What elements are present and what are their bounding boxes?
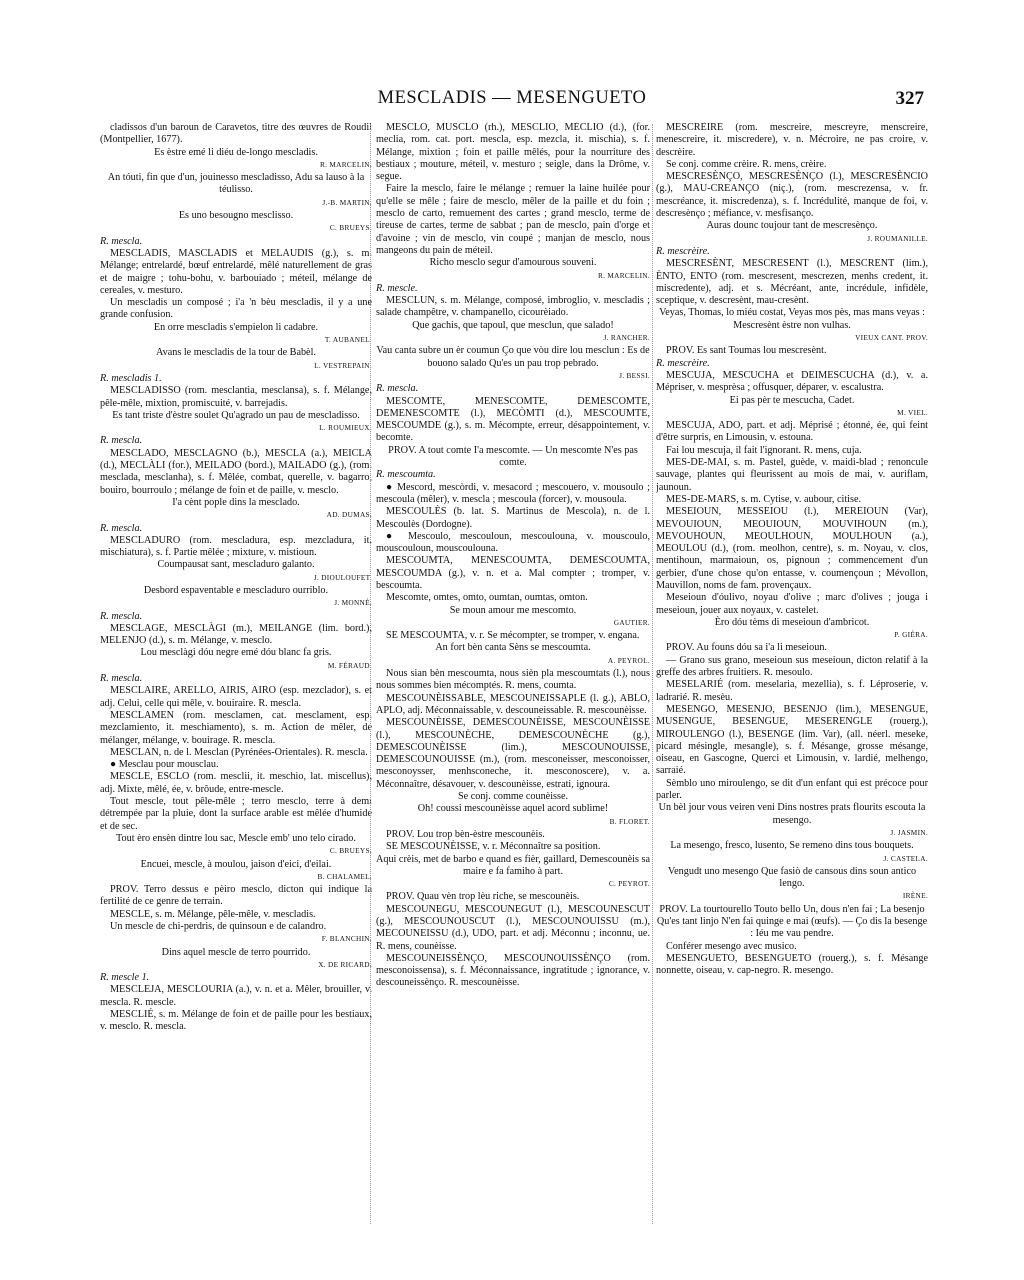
column-divider [652, 124, 653, 1224]
dictionary-entry: MESCLE, s. m. Mélange, pêle-mêle, v. mescladis. [110, 908, 316, 920]
dictionary-entry: MES-DE-MAI, s. m. Pastel, guède, v. maidi-blad ; renoncule sauvage, plantes qui fleurissent au mois de mai, v. auriflam, jaunoun. [656, 457, 928, 493]
etymology-reference: R. mescle. [376, 282, 418, 294]
citation-author: B. FLORET. [609, 816, 650, 826]
dictionary-entry: MESCRESÈNÇO, MESCRESÈNÇO (l.), MESCRESÈNCIO (g.), MAU-CREANÇO (niç.), (rom. mescrezensa, v. fr. mescréance, it. miscredenza), s. f. Incrédulité, manque de foi, v. descresènço ; méfiance, v. mesfisanço. [656, 171, 928, 220]
dictionary-entry: ● Mesclau pour mousclau. [110, 759, 219, 771]
etymology-reference: R. mescla. [100, 522, 143, 534]
verse-quotation: Encuei, mescle, à moulou, jaison d'eici, d'eilai. [140, 858, 332, 870]
page-title: MESCLADIS — MESENGUETO [377, 88, 647, 108]
verse-quotation: Èro dóu tèms di meseioun d'ambricot. [714, 616, 870, 628]
verse-quotation: Que gachis, que tapoul, que mesclun, que salado! [412, 319, 614, 331]
verse-quotation: Tout èro ensèn dintre lou sac, Mescle emb' uno telo cirado. [116, 832, 356, 844]
verse-quotation: Oh! coussi mescounèisse aquel acord sublime! [417, 803, 609, 815]
dictionary-entry: ● Mescord, mescòrdi, v. mesacord ; mescouero, v. mousoulo ; mescoula (mêler), v. mescla ; mescoula (forcer), v. mousoula. [376, 481, 650, 505]
citation-author: T. AUBANEL. [324, 335, 372, 345]
citation-author: X. DE RICARD. [318, 959, 372, 969]
dictionary-entry: MESCOMTE, MENESCOMTE, DEMESCOMTE, DEMENESCOMTE (l.), MECÒMTI (d.), MESCOUMTE, MESCOUMDE (g.), s. m. Mécompte, erreur, désappointement, v. becomte. [376, 395, 650, 444]
dictionary-entry: Se conj. comme crèire. R. mens, crèire. [666, 158, 827, 170]
page-number: 327 [895, 88, 924, 109]
citation-author: F. BLANCHIN. [321, 934, 372, 944]
dictionary-entry: MESCLADURO (rom. mescladura, esp. mezcladura, it. mischiatura), s. f. Partie mêlée ; mixture, v. mistioun. [100, 534, 372, 559]
citation-author: J. JASMIN. [890, 827, 928, 837]
verse-quotation: Aqui crèis, met de barbo e quand es fièr, gaillard, Demescounèis sa maire e fa famiho à part. [376, 853, 650, 877]
dictionary-entry: PROV. Au founs dóu sa i'a li meseioun. [666, 642, 827, 654]
etymology-reference: R. mescoumta. [376, 469, 436, 481]
dictionary-entry: Mescomte, omtes, omto, oumtan, oumtas, omton. [386, 592, 588, 604]
dictionary-entry: MESENGUETO, BESENGUETO (rouerg.), s. f. Mésange nonnette, oiseau, v. cap-negro. R. mesengo. [656, 952, 928, 977]
verse-quotation: An fort bèn canta Sèns se mescoumta. [435, 642, 591, 654]
etymology-reference: R. mescladis 1. [100, 372, 162, 384]
dictionary-entry: MESCOUNÈISSE, DEMESCOUNÈISSE, MESCOUNÈISSE (l.), MESCOUNÈCHE, DEMESCOUNÈCHE (g.), DEMESCOUNÈISSE (lim.), MESCOUNOUISSE, DEMESCOUNOUISSE (m.), (rom. mesconeisser, mesconoisser, mesconoysser, menhsconeche, it. mesconoscere), v. a. Méconnaître, désavouer, v. descounèisse, estrati, ignoura. [376, 717, 650, 790]
etymology-reference: R. mescla. [100, 673, 143, 685]
verse-quotation: Dins aquel mescle de terro pourrido. [161, 946, 311, 958]
dictionary-entry: Fai lou mescuja, il fait l'ignorant. R. mens, cuja. [666, 444, 862, 456]
citation-author: J. MONNÉ. [334, 598, 372, 608]
dictionary-entry: MESCRESÈNT, MESCRESENT (l.), MESCRENT (lim.), ÈNTO, ENTO (rom. mescresent, mescrezen, menhs credent, it. miscredente), adj. et s. Mécréant, ante, incrédule, infidèle, sceptique, v. descresènt, mau-cresènt. [656, 258, 928, 307]
citation-author: L. ROUMIEUX. [319, 423, 372, 433]
verse-quotation: Se conj. comme counèisse. [457, 791, 569, 803]
dictionary-entry: Nous sian bèn mescoumta, nous sièn pla mescoumtats (l.), nous nous sommes bien mécomptés. R. mens, coumta. [376, 668, 650, 692]
citation-author: J. CASTELA. [883, 853, 928, 863]
dictionary-entry: MESENGO, MESENJO, BESENJO (lim.), MESENGUE, MUSENGUE, BESENGUE, MESERENGLE (rouerg.), MIROULENGO (l.), BESENGE (lim. Var), (all. néerl. meseke, picard mésingle, mesangle), s. f. Mésange, grosse mésange, oiseau, en Gascogne, Querci et Limousin, v. lardié, melhengo, sarraié. [656, 703, 928, 777]
citation-author: GAUTIER. [613, 617, 650, 627]
column-2 [376, 122, 650, 1230]
verse-quotation: Lou mesclàgi dóu negre emé dóu blanc fa gris. [140, 647, 332, 659]
dictionary-entry: MESCUJA, ADO, part. et adj. Méprisé ; étonné, ée, qui feint d'être surpris, en Limousin, v. estouna. [656, 420, 928, 444]
dictionary-entry: MESEIOUN, MESSEIOU (l.), MEREIOUN (Var), MEVOUIOUN, MEOUIOUN, MOUVIHOUN (m.), MEVOUHOUN, MEOULHOUN, MOULHOUN (a.), MEOULOU (d.), (rom. meolhon, centre), s. m. Noyau, v. clos, mentihoun, marmaioun, os, pignoun ; commencement d'un gerbier, d'une chose qu'on entasse, v. coumençoun ; Mévollon, Mauvillon, noms de fam. provençaux. [656, 506, 928, 591]
dictionary-entry: MESCLEJA, MESCLOURIA (a.), v. n. et a. Mêler, brouiller, v. mescla. R. mescle. [100, 984, 372, 1008]
dictionary-entry: cladissos d'un baroun de Caravetos, titre des œuvres de Roudil (Montpellier, 1677). [100, 122, 372, 146]
verse-quotation: Veyas, Thomas, lo miéu costat, Veyas mos pès, mas mans veyas : Mescresènt èstre non vulhas. [659, 307, 925, 331]
citation-author: J. BESSI. [619, 370, 650, 380]
dictionary-entry: MESCOUNEISSÈNÇO, MESCOUNOUISSÈNÇO (rom. mesconoissensa), s. f. Méconnaissance, ingratitude ; ignorance, v. descouneissènço. R. mescounèisse. [376, 952, 650, 989]
verse-quotation: PROV. A tout comte I'a mescomte. — Un mescomte N'es pas comte. [388, 444, 638, 469]
dictionary-entry: PROV. Quau vèn trop lèu riche, se mescounèis. [386, 891, 580, 903]
dictionary-entry: MESCLUN, s. m. Mélange, composé, imbroglio, v. mescladis ; salade champêtre, v. champanello, cicourèiado. [376, 295, 650, 319]
dictionary-entry: MESCLADO, MESCLAGNO (b.), MESCLA (a.), MEICLA (d.), MECLÀLI (for.), MEILADO (bord.), MAILADO (g.), (rom. mesclada, mesclanha), s. f. Mêlée, combat, querelle, v. bagarro, bouiro, bourroulo ; mélange de foin et de paille, v. mesclo. [100, 447, 372, 496]
citation-author: J. DIOULOUFET. [313, 572, 372, 582]
citation-author: AD. DUMAS. [326, 510, 372, 520]
dictionary-entry: MESCLAIRE, ARELLO, AIRIS, AIRO (esp. mezclador), s. et adj. Celui, celle qui mêle, v. bouiraire. R. mescla. [100, 685, 372, 709]
verse-quotation: Richo mesclo segur d'amourous souveni. [429, 257, 597, 269]
citation-author: B. CHALAMEL. [317, 871, 372, 881]
verse-quotation: Se moun amour me mescomto. [449, 604, 577, 616]
dictionary-entry: Sèmblo uno miroulengo, se dit d'un enfant qui est précoce pour parler. [656, 777, 928, 802]
verse-quotation: PROV. La tourtourello Touto bello Un, dous n'en fai ; La besenjo Qu'es tant linjo N'en fai quinge e mai (œufs). — Ço dis la besenge : Iéu me vau pendre. [656, 903, 928, 940]
etymology-reference: R. mescla. [100, 435, 143, 447]
dictionary-entry: MESCLO, MUSCLO (rh.), MESCLIO, MÉCLIO (d.), (for. meclia, rom. cat. port. mescla, esp. mezcla, it. mischia), s. f. Mélange, mixtion ; foin et paille mêlés, pour la nourriture des bestiaux ; mouture, méteil, v. mesturo ; seigle, dans la Drôme, v. segue. [376, 122, 650, 183]
dictionary-entry: PROV. Terro dessus e pèiro mesclo, dicton qui indique la fertilité de ce genre de terrain. [100, 884, 372, 908]
dictionary-entry: MESCLADIS, MASCLADIS et MELAUDIS (g.), s. m. Mélange; entrelardé, bœuf entrelardé, mêlé naturellement de gras et de maigre ; tohu-bohu, v. barbouiado ; méteil, mélange de cereales, v. mesturo. [100, 247, 372, 296]
running-head [100, 88, 924, 114]
citation-author: M. FÉRAUD. [327, 660, 372, 670]
verse-quotation: Es tant triste d'èstre soulet Qu'agrado un pau de mescladisso. [112, 409, 360, 421]
dictionary-entry: MESCOUMTA, MENESCOUMTA, DEMESCOUMTA, MESCOUMDA (g.), v. n. et a. Mal compter ; tromper, v. bescoumta. [376, 555, 650, 591]
column-3 [656, 122, 928, 1230]
dictionary-entry: MESCOUNEGU, MESCOUNEGUT (l.), MESCOUNESCUT (g.), MESCOUNOUSCUT (l.), MESCOUNOUISSU (m.), MECOUNEISSU (d.), UDO, part. et adj. Méconnu ; inconnu, ue. R. mens, counèisse. [376, 903, 650, 952]
dictionary-entry: Meseioun d'óulivo, noyau d'olive ; marc d'olives ; jouga i meseioun, jouer aux noyaux, v. castelet. [656, 592, 928, 616]
etymology-reference: R. mescle 1. [100, 972, 150, 984]
dictionary-entry: SE MESCOUNÈISSE, v. r. Méconnaître sa position. [386, 841, 601, 853]
dictionary-entry: Faire la mesclo, faire le mélange ; remuer la laine huilée pour qu'elle se mêle ; faire de mesclo, mêler de la paille et du foin ; mesclo de carto, remuement des cartes ; grand mesclo, terme de tireuse de cartes, terme de sabbat ; pan de mesclo, pain d'orge et d'avoine ; vin de mesclo, vin coupé ; manjan de mesclo, nous mangeons du pain de méteil. [376, 183, 650, 256]
citation-author: J.-B. MARTIN. [322, 197, 372, 207]
verse-quotation: Ei pas pèr te mescucha, Cadet. [729, 394, 855, 406]
dictionary-entry: PROV. Lou trop bèn-èstre mescounèis. [386, 828, 545, 840]
dictionary-entry: MESCOUNÈISSABLE, MESCOUNEISSAPLE (l. g.), ABLO, APLO, adj. Méconnaissable, v. descouneissable. R. mescounèisse. [376, 692, 650, 716]
dictionary-entry: Conférer mesengo avec musico. [666, 940, 797, 952]
citation-author: IRÈNE. [902, 891, 928, 901]
verse-quotation: La mesengo, fresco, lusento, Se remeno dins tous bouquets. [670, 840, 914, 852]
verse-quotation: Es uno besougno mesclisso. [178, 210, 294, 222]
dictionary-entry: Un mescladis un composé ; i'a 'n bèu mescladis, il y a une grande confusion. [100, 297, 372, 321]
verse-quotation: Un bèl jour vous veiren veni Dins nostres prats flourits escouta la mesengo. [658, 802, 926, 826]
citation-author: C. BRUEYS. [329, 223, 372, 233]
column-1 [100, 122, 372, 1230]
citation-author: J. RANCHER. [603, 333, 650, 343]
verse-quotation: Coumpausat sant, mescladuro galanto. [157, 559, 315, 571]
verse-quotation: Es èstre emé li diéu de-longo mescladis. [154, 146, 318, 158]
dictionary-entry: MESCLE, ESCLO (rom. mesclii, it. meschio, lat. miscellus), adj. Mixte, mêlé, ée, v. brôude, entre-mescle. [100, 771, 372, 795]
citation-author: R. MARCELIN. [319, 159, 372, 169]
citation-author: C. PEYROT. [608, 879, 650, 889]
dictionary-entry: MESELARIÉ (rom. meselaria, mezellia), s. f. Léproserie, v. ladrarié. R. mesèu. [656, 679, 928, 703]
dictionary-entry: ● Mescoulo, mescouloun, mescoulouna, v. mouscoulo, mouscouloun, mouscoulouna. [376, 530, 650, 555]
verse-quotation: Vau canta subre un èr coumun Ço que vòu dire lou mesclun : Es de bouono salado Qu'es un pau trop pebrado. [376, 345, 650, 369]
citation-author: M. VIEL. [897, 407, 928, 417]
etymology-reference: R. mescrèire. [656, 245, 710, 257]
column-divider [370, 124, 371, 1224]
citation-author: A. PEYROL. [607, 655, 650, 665]
verse-quotation: Avans le mescladis de la tour de Babèl. [156, 347, 316, 359]
dictionary-entry: MESCLAMEN (rom. mesclamen, cat. mesclament, esp. mezclamiento, it. meschiamento), s. m. Action de mêler, de mélanger, mélange, v. bouirage. R. mescla. [100, 709, 372, 746]
dictionary-entry: SE MESCOUMTA, v. r. Se mécompter, se tromper, v. engana. [386, 630, 640, 642]
dictionary-entry: — Grano sus grano, meseioun sus meseioun, dicton relatif à la greffe des arbres fruitiers. R. mesoulo. [656, 654, 928, 679]
dictionary-entry: MES-DE-MARS, s. m. Cytise, v. aubour, citise. [666, 493, 862, 505]
dictionary-entry: MESCRÈIRE (rom. mescreire, mescreyre, menscreire, menescreire, it. miscredere), v. n. Mécroire, ne pas croire, v. descrèire. [656, 122, 928, 158]
citation-author: C. BRUEYS. [329, 846, 372, 856]
citation-author: P. GIÉRA. [894, 630, 928, 640]
citation-author: L. VESTREPAIN. [314, 360, 372, 370]
dictionary-entry: MESCOULÈS (b. lat. S. Martinus de Mescola), n. de l. Mescoulès (Dordogne). [376, 506, 650, 530]
dictionary-entry: Un mescle de chi-perdris, de quinsoun e de calandro. [110, 921, 327, 932]
etymology-reference: R. mescla. [376, 383, 419, 395]
verse-quotation: Auras dounc toujour tant de mescresènço. [706, 220, 878, 232]
dictionary-entry: MESCLIÉ, s. m. Mélange de foin et de paille pour les bestiaux, v. mesclo. R. mescla. [100, 1009, 372, 1033]
citation-author: R. MARCELIN. [597, 270, 650, 280]
dictionary-entry: MESCUJA, MESCUCHA et DEIMESCUCHA (d.), v. a. Mépriser, v. mesprèsa ; offusquer, déparer, v. escalustra. [656, 369, 928, 394]
etymology-reference: R. mescla. [100, 235, 143, 247]
dictionary-entry: MESCLADISSO (rom. mesclantia, mesclansa), s. f. Mélange, pêle-mêle, mixtion, promiscuité, v. barrejadis. [100, 385, 372, 409]
citation-author: J. ROUMANILLE. [867, 233, 928, 243]
dictionary-entry: Tout mescle, tout pêle-mêle ; terro mesclo, terre à demi détrempée par la pluie, dont la surface arable est mêlée d'humide et de sec. [100, 796, 372, 832]
verse-quotation: Desbord espaventable e mescladuro ourriblo. [143, 584, 329, 596]
dictionary-entry: MESCLAGE, MESCLÀGI (m.), MEILANGE (lim. bord.), MELENJO (d.), s. m. Mélange, v. mesclo. [100, 622, 372, 647]
verse-quotation: I'a cènt pople dins la mesclado. [172, 496, 300, 508]
etymology-reference: R. mescla. [100, 610, 143, 622]
verse-quotation: An tóuti, fin que d'un, jouinesso mescladisso, Adu sa lauso à la téulisso. [107, 172, 365, 196]
dictionary-entry: PROV. Es sant Toumas lou mescresènt. [666, 345, 827, 357]
citation-author: VIEUX CANT. PROV. [855, 333, 928, 343]
verse-quotation: Vengudt uno mesengo Que fasiò de cansous dins soun antico lengo. [667, 865, 917, 890]
dictionary-entry: MESCLAN, n. de l. Mesclan (Pyrénées-Orientales). R. mescla. [110, 746, 368, 758]
verse-quotation: En orre mescladis s'empielon li cadabre. [153, 321, 319, 333]
etymology-reference: R. mescrèire. [656, 357, 710, 369]
